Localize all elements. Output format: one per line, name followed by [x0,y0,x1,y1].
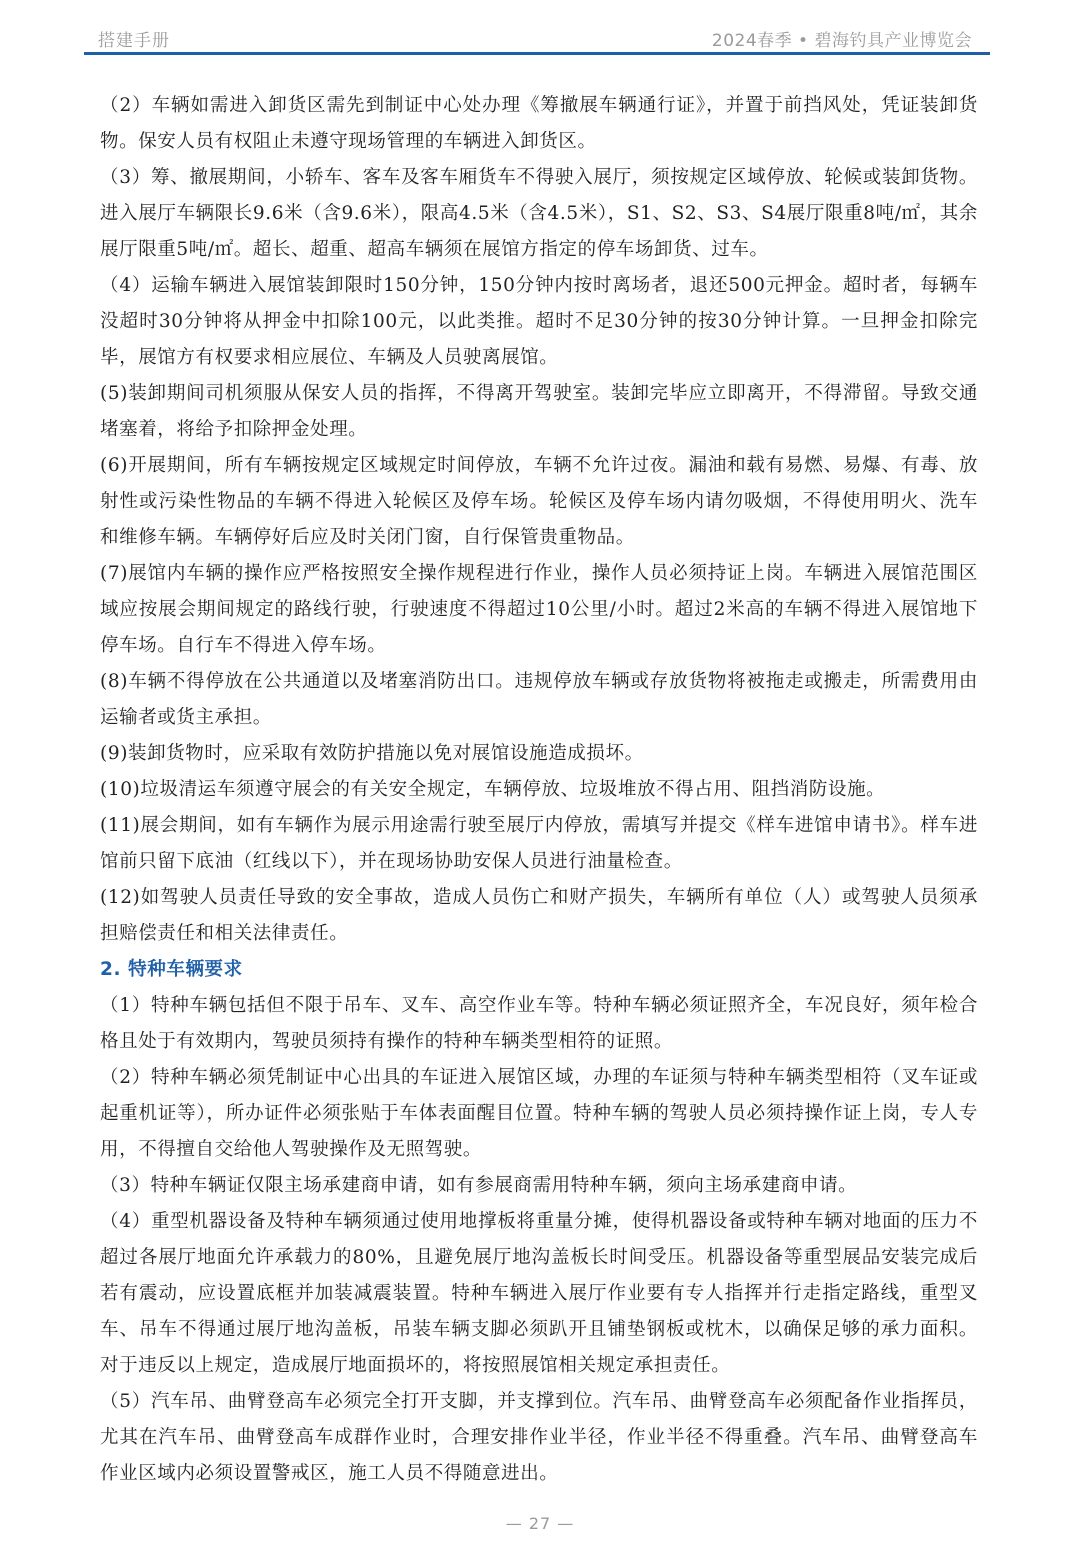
paragraph-1-6: (6)开展期间，所有车辆按规定区域规定时间停放，车辆不允许过夜。漏油和载有易燃、易爆、有毒、放射性或污染性物品的车辆不得进入轮候区及停车场。轮候区及停车场内请勿吸烟，不得使用明火、洗车和维修车辆。车辆停好后应及时关闭门窗，自行保管贵重物品。 [100,455,978,548]
header-manual-title: 搭建手册 [98,31,170,51]
paragraph-2-2: （2）特种车辆必须凭制证中心出具的车证进入展馆区域，办理的车证须与特种车辆类型相符（叉车证或起重机证等），所办证件必须张贴于车体表面醒目位置。特种车辆的驾驶人员必须持操作证上岗，专人专用，不得擅自交给他人驾驶操作及无照驾驶。 [100,1067,978,1160]
paragraph-1-10: (10)垃圾清运车须遵守展会的有关安全规定，车辆停放、垃圾堆放不得占用、阻挡消防设施。 [100,779,886,800]
paragraph-1-11: (11)展会期间，如有车辆作为展示用途需行驶至展厅内停放，需填写并提交《样车进馆申请书》。样车进馆前只留下底油（红线以下），并在现场协助安保人员进行油量检查。 [100,815,978,872]
paragraph-2-5: （5）汽车吊、曲臂登高车必须完全打开支脚，并支撑到位。汽车吊、曲臂登高车必须配备作业指挥员，尤其在汽车吊、曲臂登高车成群作业时，合理安排作业半径，作业半径不得重叠。汽车吊、曲臂登高车作业区域内必须设置警戒区，施工人员不得随意进出。 [100,1391,978,1484]
paragraph-1-4: （4）运输车辆进入展馆装卸限时150分钟，150分钟内按时离场者，退还500元押金。超时者，每辆车没超时30分钟将从押金中扣除100元，以此类推。超时不足30分钟的按30分钟计算。一旦押金扣除完毕，展馆方有权要求相应展位、车辆及人员驶离展馆。 [100,275,978,368]
header-divider [84,52,990,55]
paragraph-1-9: (9)装卸货物时，应采取有效防护措施以免对展馆设施造成损坏。 [100,743,644,764]
page-header [84,22,990,52]
paragraph-1-5: (5)装卸期间司机须服从保安人员的指挥，不得离开驾驶室。装卸完毕应立即离开，不得滞留。导致交通堵塞着，将给予扣除押金处理。 [100,383,978,440]
paragraph-2-1: （1）特种车辆包括但不限于吊车、叉车、高空作业车等。特种车辆必须证照齐全，车况良好，须年检合格且处于有效期内，驾驶员须持有操作的特种车辆类型相符的证照。 [100,995,978,1052]
paragraph-1-8: (8)车辆不得停放在公共通道以及堵塞消防出口。违规停放车辆或存放货物将被拖走或搬走，所需费用由运输者或货主承担。 [100,671,978,728]
page-number: — 27 — [505,1514,575,1533]
section-heading-special-vehicles: 2. 特种车辆要求 [100,959,243,980]
paragraph-2-4: （4）重型机器设备及特种车辆须通过使用地撑板将重量分摊，使得机器设备或特种车辆对地面的压力不超过各展厅地面允许承载力的80%，且避免展厅地沟盖板长时间受压。机器设备等重型展品安装完成后若有震动，应设置底框并加装减震装置。特种车辆进入展厅作业要有专人指挥并行走指定路线，重型叉车、吊车不得通过展厅地沟盖板，吊装车辆支脚必须趴开且铺垫钢板或枕木，以确保足够的承力面积。对于违反以上规定，造成展厅地面损坏的，将按照展馆相关规定承担责任。 [100,1211,978,1376]
paragraph-2-3: （3）特种车辆证仅限主场承建商申请，如有参展商需用特种车辆，须向主场承建商申请。 [100,1175,858,1196]
paragraph-1-2: （2）车辆如需进入卸货区需先到制证中心处办理《筹撤展车辆通行证》，并置于前挡风处，凭证装卸货物。保安人员有权阻止未遵守现场管理的车辆进入卸货区。 [100,95,978,152]
paragraph-1-3: （3）筹、撤展期间，小轿车、客车及客车厢货车不得驶入展厅，须按规定区域停放、轮候或装卸货物。进入展厅车辆限长9.6米（含9.6米），限高4.5米（含4.5米），S1、S2、S3、S4展厅限重8吨/㎡，其余展厅限重5吨/㎡。超长、超重、超高车辆须在展馆方指定的停车场卸货、过车。 [100,167,978,260]
paragraph-1-7: (7)展馆内车辆的操作应严格按照安全操作规程进行作业，操作人员必须持证上岗。车辆进入展馆范围区域应按展会期间规定的路线行驶，行驶速度不得超过10公里/小时。超过2米高的车辆不得进入展馆地下停车场。自行车不得进入停车场。 [100,563,978,656]
page-body [100,88,978,1492]
paragraph-1-12: (12)如驾驶人员责任导致的安全事故，造成人员伤亡和财产损失，车辆所有单位（人）或驾驶人员须承担赔偿责任和相关法律责任。 [100,887,978,944]
header-event-title: 2024春季 • 碧海钓具产业博览会 [711,31,972,51]
